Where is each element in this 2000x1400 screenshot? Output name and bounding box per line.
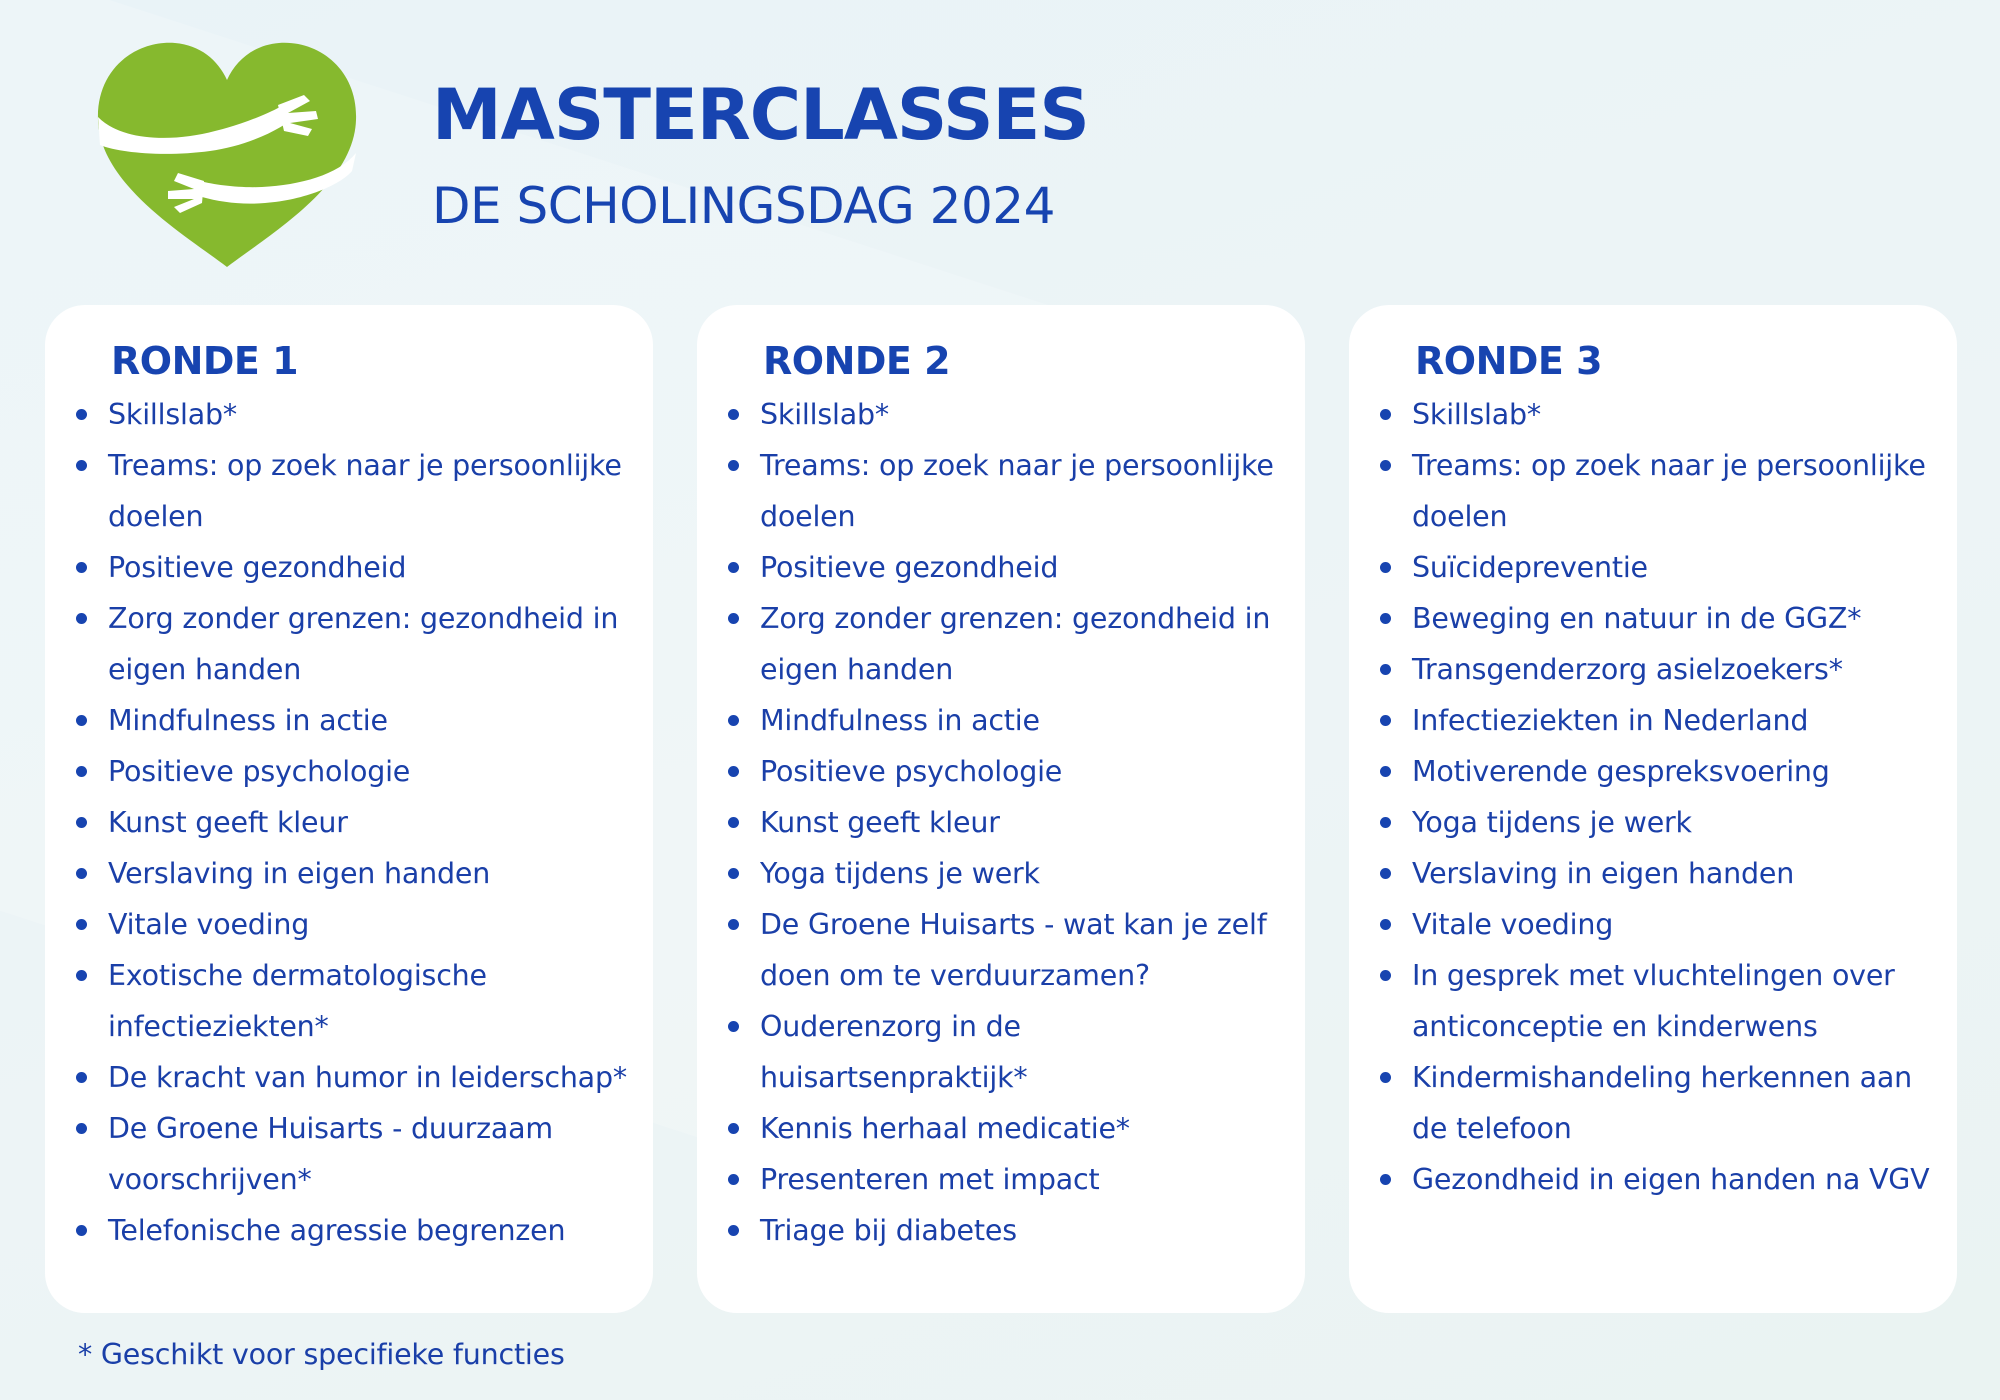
list-item — [1349, 797, 1939, 848]
list-item — [1349, 644, 1939, 695]
masterclass-label: Skillslab* — [1412, 398, 1541, 431]
bullet-icon — [1380, 562, 1391, 573]
bullet-icon — [728, 817, 739, 828]
bullet-icon — [76, 817, 87, 828]
bullet-icon — [728, 409, 739, 420]
masterclass-label: Vitale voeding — [108, 908, 310, 941]
list-item — [1349, 389, 1939, 440]
bullet-icon — [76, 919, 87, 930]
masterclass-label: De kracht van humor in leiderschap* — [108, 1061, 627, 1094]
masterclass-label: Telefonische agressie begrenzen — [108, 1214, 566, 1247]
bullet-icon — [728, 1225, 739, 1236]
bullet-icon — [1380, 766, 1391, 777]
bullet-icon — [1380, 817, 1391, 828]
masterclass-label: Infectieziekten in Nederland — [1412, 704, 1809, 737]
masterclass-label: Exotische dermatologische infectieziekten* — [108, 959, 487, 1043]
masterclass-label: Kindermishandeling herkennen aan de telefoon — [1412, 1061, 1913, 1145]
masterclass-list — [45, 389, 635, 1256]
masterclass-label: Suïcidepreventie — [1412, 551, 1648, 584]
bullet-icon — [76, 409, 87, 420]
bullet-icon — [76, 766, 87, 777]
list-item — [697, 1103, 1287, 1154]
masterclass-label: Positieve gezondheid — [760, 551, 1059, 584]
bullet-icon — [1380, 970, 1391, 981]
list-item — [1349, 593, 1939, 644]
masterclass-label: Treams: op zoek naar je persoonlijke doelen — [108, 449, 622, 533]
round-title: RONDE 1 — [111, 339, 299, 383]
masterclass-label: Mindfulness in actie — [760, 704, 1040, 737]
list-item — [45, 797, 635, 848]
masterclass-label: Motiverende gespreksvoering — [1412, 755, 1830, 788]
masterclass-label: Positieve psychologie — [108, 755, 411, 788]
round-card-1 — [45, 305, 653, 1313]
list-item — [697, 695, 1287, 746]
bullet-icon — [76, 613, 87, 624]
bullet-icon — [1380, 613, 1391, 624]
list-item — [697, 746, 1287, 797]
bullet-icon — [76, 460, 87, 471]
list-item — [1349, 746, 1939, 797]
list-item — [45, 389, 635, 440]
list-item — [697, 1205, 1287, 1256]
round-title: RONDE 3 — [1415, 339, 1603, 383]
bullet-icon — [728, 766, 739, 777]
round-title: RONDE 2 — [763, 339, 951, 383]
round-card-3 — [1349, 305, 1957, 1313]
masterclass-label: Skillslab* — [108, 398, 237, 431]
list-item — [697, 848, 1287, 899]
list-item — [1349, 899, 1939, 950]
masterclass-label: De Groene Huisarts - duurzaam voorschrijven* — [108, 1112, 553, 1196]
page-title: MASTERCLASSES — [432, 74, 1089, 156]
bullet-icon — [728, 1174, 739, 1185]
bullet-icon — [1380, 1174, 1391, 1185]
bullet-icon — [728, 1123, 739, 1134]
list-item — [1349, 1154, 1939, 1205]
masterclass-label: In gesprek met vluchtelingen over anticonceptie en kinderwens — [1412, 959, 1895, 1043]
list-item — [45, 848, 635, 899]
list-item — [45, 899, 635, 950]
list-item — [45, 1205, 635, 1256]
masterclass-label: Zorg zonder grenzen: gezondheid in eigen handen — [108, 602, 619, 686]
masterclass-label: Kennis herhaal medicatie* — [760, 1112, 1130, 1145]
masterclass-label: Triage bij diabetes — [760, 1214, 1017, 1247]
masterclass-label: Zorg zonder grenzen: gezondheid in eigen handen — [760, 602, 1271, 686]
bullet-icon — [728, 613, 739, 624]
bullet-icon — [1380, 1072, 1391, 1083]
list-item — [697, 1154, 1287, 1205]
list-item — [697, 593, 1287, 695]
list-item — [45, 746, 635, 797]
page-subtitle: DE SCHOLINGSDAG 2024 — [432, 177, 1055, 235]
list-item — [697, 440, 1287, 542]
masterclass-label: Kunst geeft kleur — [760, 806, 1000, 839]
masterclass-label: Transgenderzorg asielzoekers* — [1412, 653, 1843, 686]
list-item — [45, 542, 635, 593]
bullet-icon — [1380, 409, 1391, 420]
bullet-icon — [76, 562, 87, 573]
bullet-icon — [1380, 715, 1391, 726]
footnote: * Geschikt voor specifieke functies — [78, 1338, 565, 1371]
list-item — [697, 1001, 1287, 1103]
bullet-icon — [728, 715, 739, 726]
list-item — [1349, 695, 1939, 746]
bullet-icon — [1380, 919, 1391, 930]
bullet-icon — [728, 562, 739, 573]
bullet-icon — [1380, 460, 1391, 471]
list-item — [697, 542, 1287, 593]
masterclass-label: Positieve psychologie — [760, 755, 1063, 788]
list-item — [697, 797, 1287, 848]
list-item — [45, 695, 635, 746]
bullet-icon — [1380, 664, 1391, 675]
masterclass-label: Treams: op zoek naar je persoonlijke doelen — [760, 449, 1274, 533]
masterclass-label: Gezondheid in eigen handen na VGV — [1412, 1163, 1930, 1196]
bullet-icon — [76, 970, 87, 981]
list-item — [1349, 1052, 1939, 1154]
heart-hug-icon — [90, 35, 365, 270]
bullet-icon — [1380, 868, 1391, 879]
bullet-icon — [728, 460, 739, 471]
bullet-icon — [76, 1072, 87, 1083]
bullet-icon — [76, 1225, 87, 1236]
masterclass-label: Treams: op zoek naar je persoonlijke doelen — [1412, 449, 1926, 533]
masterclass-label: Verslaving in eigen handen — [1412, 857, 1795, 890]
list-item — [697, 389, 1287, 440]
list-item — [45, 950, 635, 1052]
bullet-icon — [76, 868, 87, 879]
masterclass-label: Presenteren met impact — [760, 1163, 1100, 1196]
list-item — [697, 899, 1287, 1001]
masterclass-label: De Groene Huisarts - wat kan je zelf doen om te verduurzamen? — [760, 908, 1267, 992]
masterclass-label: Kunst geeft kleur — [108, 806, 348, 839]
masterclass-label: Yoga tijdens je werk — [760, 857, 1040, 890]
list-item — [45, 1103, 635, 1205]
bullet-icon — [728, 1021, 739, 1032]
list-item — [1349, 440, 1939, 542]
round-card-2 — [697, 305, 1305, 1313]
masterclass-label: Beweging en natuur in de GGZ* — [1412, 602, 1862, 635]
masterclass-label: Vitale voeding — [1412, 908, 1614, 941]
masterclass-label: Mindfulness in actie — [108, 704, 388, 737]
list-item — [45, 1052, 635, 1103]
bullet-icon — [728, 919, 739, 930]
list-item — [1349, 950, 1939, 1052]
bullet-icon — [76, 1123, 87, 1134]
masterclass-label: Yoga tijdens je werk — [1412, 806, 1692, 839]
masterclass-label: Skillslab* — [760, 398, 889, 431]
bullet-icon — [76, 715, 87, 726]
list-item — [1349, 542, 1939, 593]
bullet-icon — [728, 868, 739, 879]
masterclass-list — [697, 389, 1287, 1256]
masterclass-list — [1349, 389, 1939, 1205]
masterclass-label: Verslaving in eigen handen — [108, 857, 491, 890]
list-item — [45, 593, 635, 695]
masterclass-label: Positieve gezondheid — [108, 551, 407, 584]
list-item — [1349, 848, 1939, 899]
masterclass-label: Ouderenzorg in de huisartsenpraktijk* — [760, 1010, 1028, 1094]
list-item — [45, 440, 635, 542]
